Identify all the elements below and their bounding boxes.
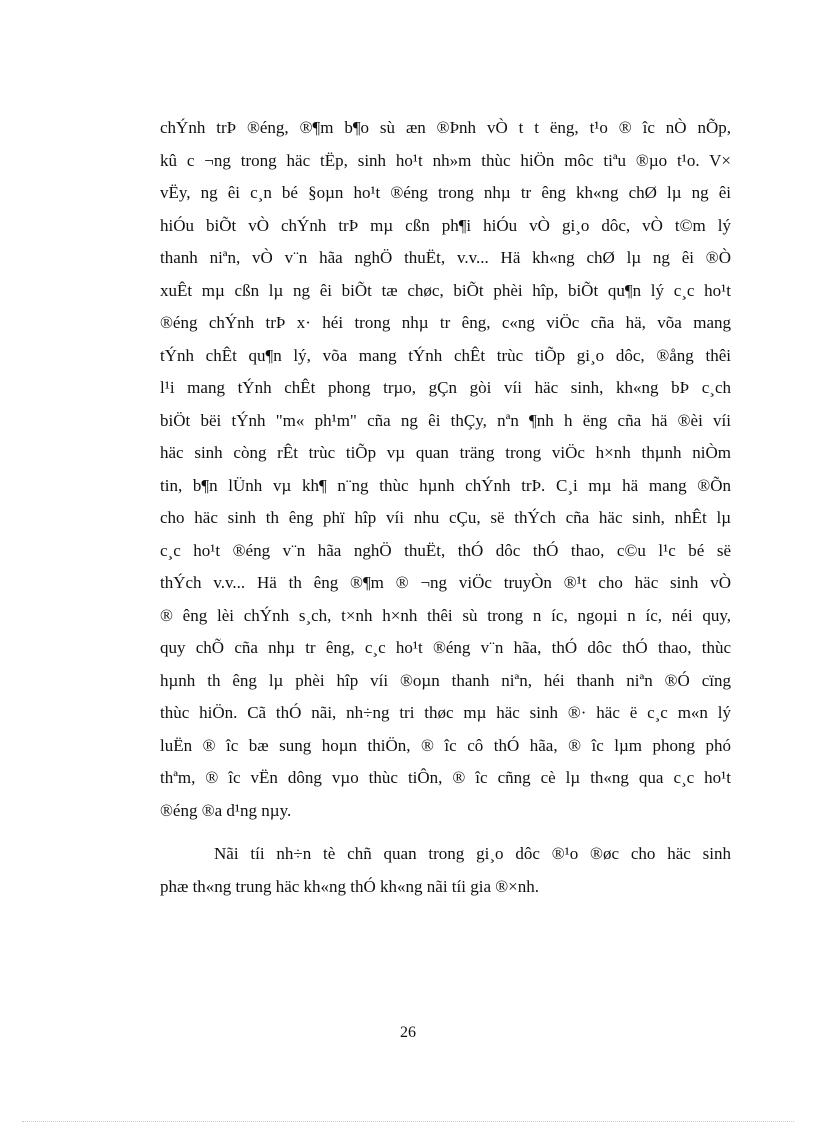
body-text (160, 112, 731, 903)
text-line: tÝnh chÊt qu¶n lý, võa mang tÝnh chÊt trùc tiÕp gi¸o dôc, ®ång thêi (160, 345, 731, 365)
text-line: cho häc sinh th êng phï hîp víi nhu cÇu, së thÝch cña häc sinh, nhÊt lµ (160, 508, 731, 527)
text-line: xuÊt mµ cßn lµ ng êi biÕt tæ chøc, biÕt phèi hîp, biÕt qu¶n lý c¸c ho¹t (160, 280, 731, 300)
text-line: Nãi tíi nh÷n tè chñ quan trong gi¸o dôc ®¹o ®øc cho häc sinh (214, 844, 731, 863)
text-line: vËy, ng êi c¸n bé §oµn ho¹t ®éng trong nhµ tr êng kh«ng chØ lµ ng êi (160, 183, 731, 202)
text-line: ® êng lèi chÝnh s¸ch, t×nh h×nh thêi sù trong n íc, ngoµi n íc, néi quy, (160, 605, 731, 625)
page-bottom-divider (22, 1121, 794, 1122)
text-line: quy chÕ cña nhµ tr êng, c¸c ho¹t ®éng v¨n hãa, thÓ dôc thÓ thao, thùc (160, 638, 731, 657)
text-line: thªm, ® îc vËn dông vµo thùc tiÔn, ® îc cñng cè lµ th«ng qua c¸c ho¹t (160, 768, 731, 787)
text-line: hµnh th êng lµ phèi hîp víi ®oµn thanh niªn, héi thanh niªn ®Ó cïng (160, 670, 731, 690)
text-line: c¸c ho¹t ®éng v¨n hãa nghÖ thuËt, thÓ dôc thÓ thao, c©u l¹c bé së (160, 540, 731, 560)
text-line: chÝnh trÞ ®éng, ®¶m b¶o sù æn ®Þnh vÒ t t ëng, t¹o ® îc nÒ nÕp, (160, 118, 731, 137)
text-line: phæ th«ng trung häc kh«ng thÓ kh«ng nãi tíi gia ®×nh. (160, 876, 539, 896)
text-line: häc sinh còng rÊt trùc tiÕp vµ quan träng trong viÖc h×nh thµnh niÒm (160, 443, 731, 462)
text-line: biÖt bëi tÝnh "m« ph¹m" cña ng êi thÇy, nªn ¶nh h ëng cña hä ®èi víi (160, 410, 731, 430)
page-number: 26 (400, 1024, 416, 1041)
text-line: luËn ® îc bæ sung hoµn thiÖn, ® îc cô thÓ hãa, ® îc lµm phong phó (160, 735, 731, 755)
text-line: thanh niªn, vÒ v¨n hãa nghÖ thuËt, v.v... Hä kh«ng chØ lµ ng êi ®Ò (160, 248, 731, 267)
text-line: ®éng chÝnh trÞ x· héi trong nhµ tr êng, c«ng viÖc cña hä, võa mang (160, 313, 731, 332)
paragraph-2 (160, 838, 731, 903)
text-line: kû c ¬ng trong häc tËp, sinh ho¹t nh»m thùc hiÖn môc tiªu ®µo t¹o. V× (160, 150, 731, 170)
text-line: tin, b¶n lÜnh vµ kh¶ n¨ng thùc hµnh chÝnh trÞ. C¸i mµ hä mang ®Õn (160, 475, 731, 495)
paragraph-1 (160, 112, 731, 827)
text-line: thùc hiÖn. Cã thÓ nãi, nh÷ng tri thøc mµ häc sinh ®· häc ë c¸c m«n lý (160, 703, 731, 722)
text-line: hiÓu biÕt vÒ chÝnh trÞ mµ cßn ph¶i hiÓu vÒ gi¸o dôc, vÒ t©m lý (160, 215, 731, 235)
text-line: ®éng ®a d¹ng nµy. (160, 800, 292, 820)
text-line: thÝch v.v... Hä th êng ®¶m ® ¬ng viÖc truyÒn ®¹t cho häc sinh vÒ (160, 573, 731, 592)
text-line: l¹i mang tÝnh chÊt phong trµo, gÇn gòi víi häc sinh, kh«ng bÞ c¸ch (160, 378, 731, 397)
